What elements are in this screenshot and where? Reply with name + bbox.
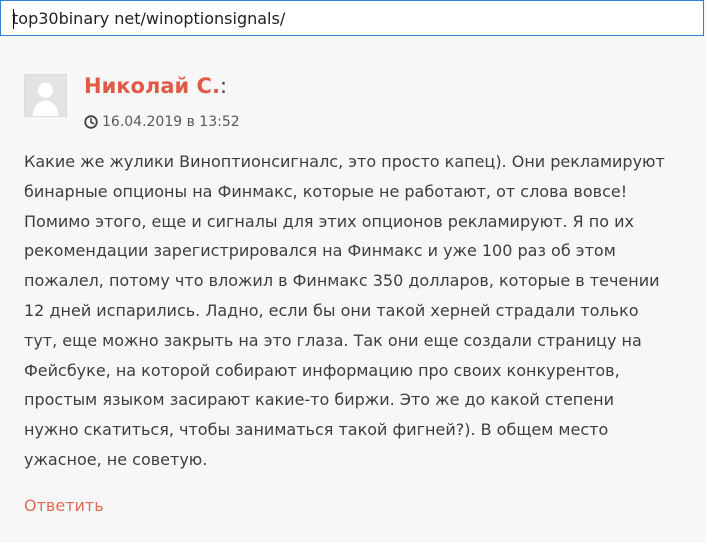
comment-author	[84, 73, 227, 99]
comment-body-line-2: бинарные опционы на Финмакс, которые не работают, от слова вовсе!	[24, 181, 628, 201]
comment-body	[24, 147, 694, 475]
author-name: Николай С.	[84, 74, 220, 98]
reply-link[interactable]: Ответить	[24, 496, 104, 515]
comment-card	[0, 36, 706, 543]
clock-icon	[84, 115, 98, 129]
comment-meta	[84, 112, 240, 132]
comment-body-line-1: Какие же жулики Виноптионсигналс, это просто капец). Они рекламируют	[24, 152, 665, 171]
author-suffix: :	[219, 74, 228, 98]
comment-body-line-5: пожалел, потому что вложил в Финмакс 350 долларов, которые в течении	[24, 271, 660, 291]
comment-body-line-9: простым языком засирают какие-то биржи. Это же до какой степени	[24, 390, 614, 410]
comment-body-line-4: рекомендации зарегистрировался на Финмакс и уже 100 раз об этом	[24, 241, 616, 261]
comment-body-line-3: Помимо этого, еще и сигналы для этих опционов рекламируют. Я по их	[24, 211, 634, 231]
avatar	[24, 74, 67, 117]
comment-body-line-6: 12 дней испарились. Ладно, если бы они такой херней страдали только	[24, 300, 639, 320]
comment-timestamp: 16.04.2019 в 13:52	[102, 114, 240, 130]
address-bar[interactable]	[0, 0, 704, 36]
address-bar-url[interactable]: top30binary net/winoptionsignals/	[12, 9, 286, 28]
comment-body-line-8: Фейсбуке, на которой собирают информацию про своих конкурентов,	[24, 360, 620, 380]
comment-body-line-7: тут, еще можно закрыть на это глаза. Так они еще создали страницу на	[24, 330, 642, 350]
comment-body-line-11: ужасное, не советую.	[24, 449, 208, 469]
default-user-avatar-icon	[25, 75, 66, 116]
comment-body-line-10: нужно скатиться, чтобы заниматься такой фигней?). В общем место	[24, 420, 609, 440]
